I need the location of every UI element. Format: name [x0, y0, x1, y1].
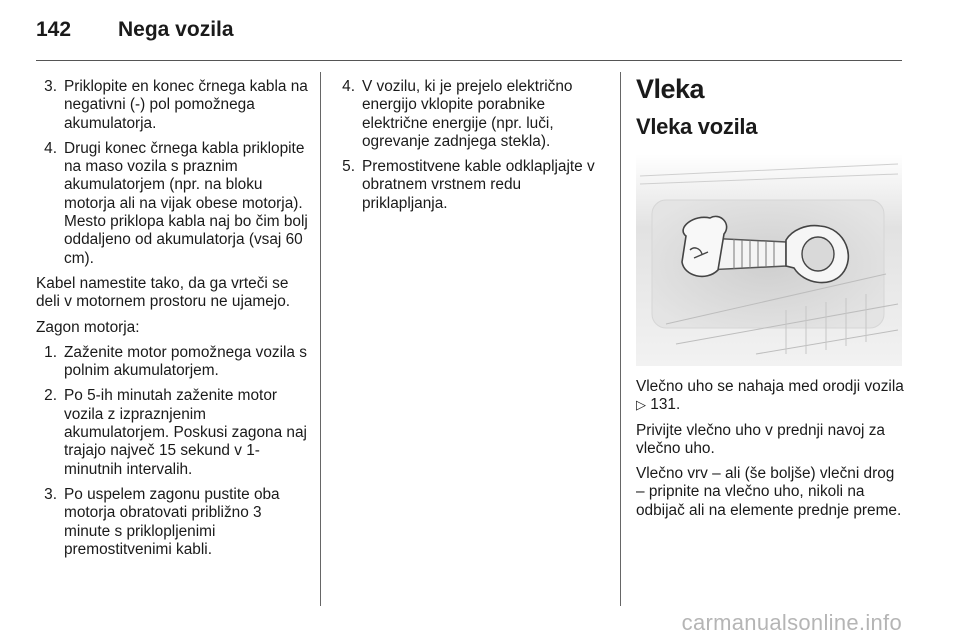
paragraph: Kabel namestite tako, da ga vrteči se deli v motornem prostoru ne ujamejo.: [36, 274, 291, 311]
list-item: 3. Priklopite en konec črnega kabla na negativni (-) pol pomožnega akumulatorja.: [44, 78, 308, 132]
list-item: 2. Po 5-ih minutah zaženite motor vozila z izpraznjenim akumulatorjem. Poskusi zagona naj trajajo največ 15 sekund v 1-minutnih intervalih.: [44, 387, 307, 478]
steps-list: [334, 78, 606, 213]
column-1: [36, 78, 308, 566]
column-2: [334, 78, 606, 220]
list-item: 4. V vozilu, ki je prejelo električno energijo vklopite porabnike električne energije (npr. luči, ogrevanje zadnjega stekla).: [342, 78, 573, 150]
list-item: 5. Premostitvene kable odklapljajte v obratnem vrstnem redu priklapljanja.: [342, 158, 595, 212]
column-3: [636, 74, 904, 527]
steps-list-a: [36, 78, 308, 268]
list-item: 3. Po uspelem zagonu pustite oba motorja obratovati približno 3 minute s priklopljenimi premostitvenimi kabli.: [44, 485, 280, 558]
watermark: carmanualsonline.info: [681, 610, 902, 635]
page-title: Nega vozila: [118, 18, 234, 41]
page-reference-icon: ▷: [636, 397, 646, 413]
page-header: [36, 18, 234, 48]
list-item: 1. Zaženite motor pomožnega vozila s polnim akumulatorjem.: [44, 343, 307, 380]
page-number: 142: [36, 18, 72, 41]
paragraph: Vlečno vrv – ali (še boljše) vlečni drog – pripnite na vlečno uho, nikoli na odbijač ali na elemente prednje preme.: [636, 465, 902, 519]
section-heading: Vleka: [636, 74, 705, 104]
header-rule: [36, 60, 902, 61]
list-item: 4. Drugi konec črnega kabla priklopite na maso vozila s praznim akumulatorjem (npr. na bloku motorja ali na vijak obese motorja). Mesto priklopa kabla naj bo čim bolj oddaljeno od akumulatorja (vsaj 60 cm).: [44, 139, 308, 267]
paragraph: Vlečno uho se nahaja med orodji vozila ▷ 131.: [636, 378, 904, 414]
towing-eye-illustration: [636, 154, 902, 366]
paragraph: Privijte vlečno uho v prednji navoj za vlečno uho.: [636, 421, 885, 457]
column-divider: [620, 72, 621, 606]
subsection-heading: Vleka vozila: [636, 114, 758, 139]
steps-list-b: [36, 344, 308, 559]
column-divider: [320, 72, 321, 606]
paragraph: Zagon motorja:: [36, 318, 140, 336]
